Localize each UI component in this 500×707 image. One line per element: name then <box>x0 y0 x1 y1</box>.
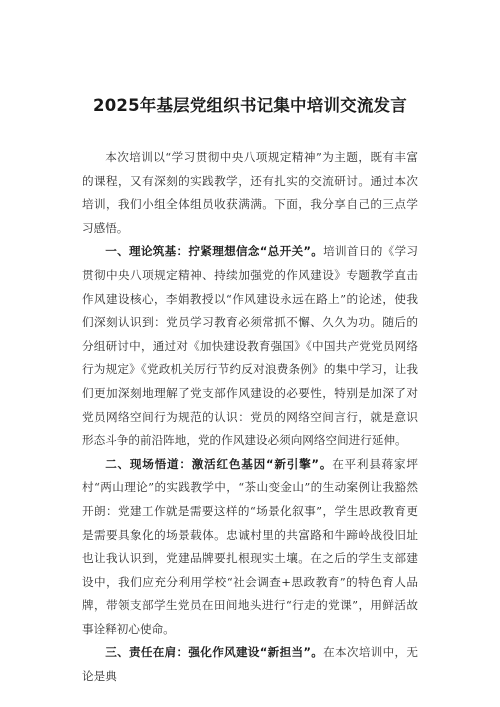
section-text-3: 在本次培训中，无论是典 <box>82 645 418 684</box>
section-heading-2: 二、现场悟道：激活红色基因“新引擎”。 <box>105 456 333 471</box>
section-paragraph-1 <box>82 240 418 452</box>
intro-text: 本次培训以“学习贯彻中央八项规定精神”为主题，既有丰富的课程，又有深刻的实践教学，还有扎实的交流研讨。通过本次培训，我们小组全体组员收获满满。下面，我分享自己的三点学习感悟。 <box>82 150 418 235</box>
section-text-2: 在平利县蒋家坪村“两山理论”的实践教学中，“茶山变金山”的生动案例让我豁然开朗：党建工作就是需要这样的“场景化叙事”，学生思政教育更是需要具象化的场景载体。忠诚村里的共富路和牛蹄岭战役旧址也让我认识到，党建品牌要扎根现实土壤。在之后的学生支部建设中，我们应充分利用学校“社会调查+思政教育”的特色育人品牌，带领支部学生党员在田间地头进行“行走的党课”，用鲜活故事诠释初心使命。 <box>82 456 418 636</box>
section-paragraph-2 <box>82 453 418 642</box>
document-body <box>82 146 418 689</box>
section-heading-3: 三、责任在肩：强化作风建设“新担当”。 <box>105 645 324 660</box>
section-paragraph-3 <box>82 641 418 688</box>
document-title: 2025年基层党组织书记集中培训交流发言 <box>93 96 407 115</box>
section-text-1: 培训首日的《学习贯彻中央八项规定精神、持续加强党的作风建设》专题教学直击作风建设核心，李娟教授以“作风建设永远在路上”的论述，使我们深刻认识到：党员学习教育必须常抓不懈、久久为功。随后的分组研讨中，通过对《加快建设教育强国》《中国共产党党员网络行为规定》《党政机关厉行节约反对浪费条例》的集中学习，让我们更加深刻地理解了党支部作风建设的必要性，特别是加深了对党员网络空间行为规范的认识：党员的网络空间言行，就是意识形态斗争的前沿阵地，党的作风建设必须向网络空间进行延伸。 <box>82 244 418 448</box>
section-heading-1: 一、理论筑基：拧紧理想信念“总开关”。 <box>105 244 324 259</box>
intro-paragraph <box>82 146 418 240</box>
